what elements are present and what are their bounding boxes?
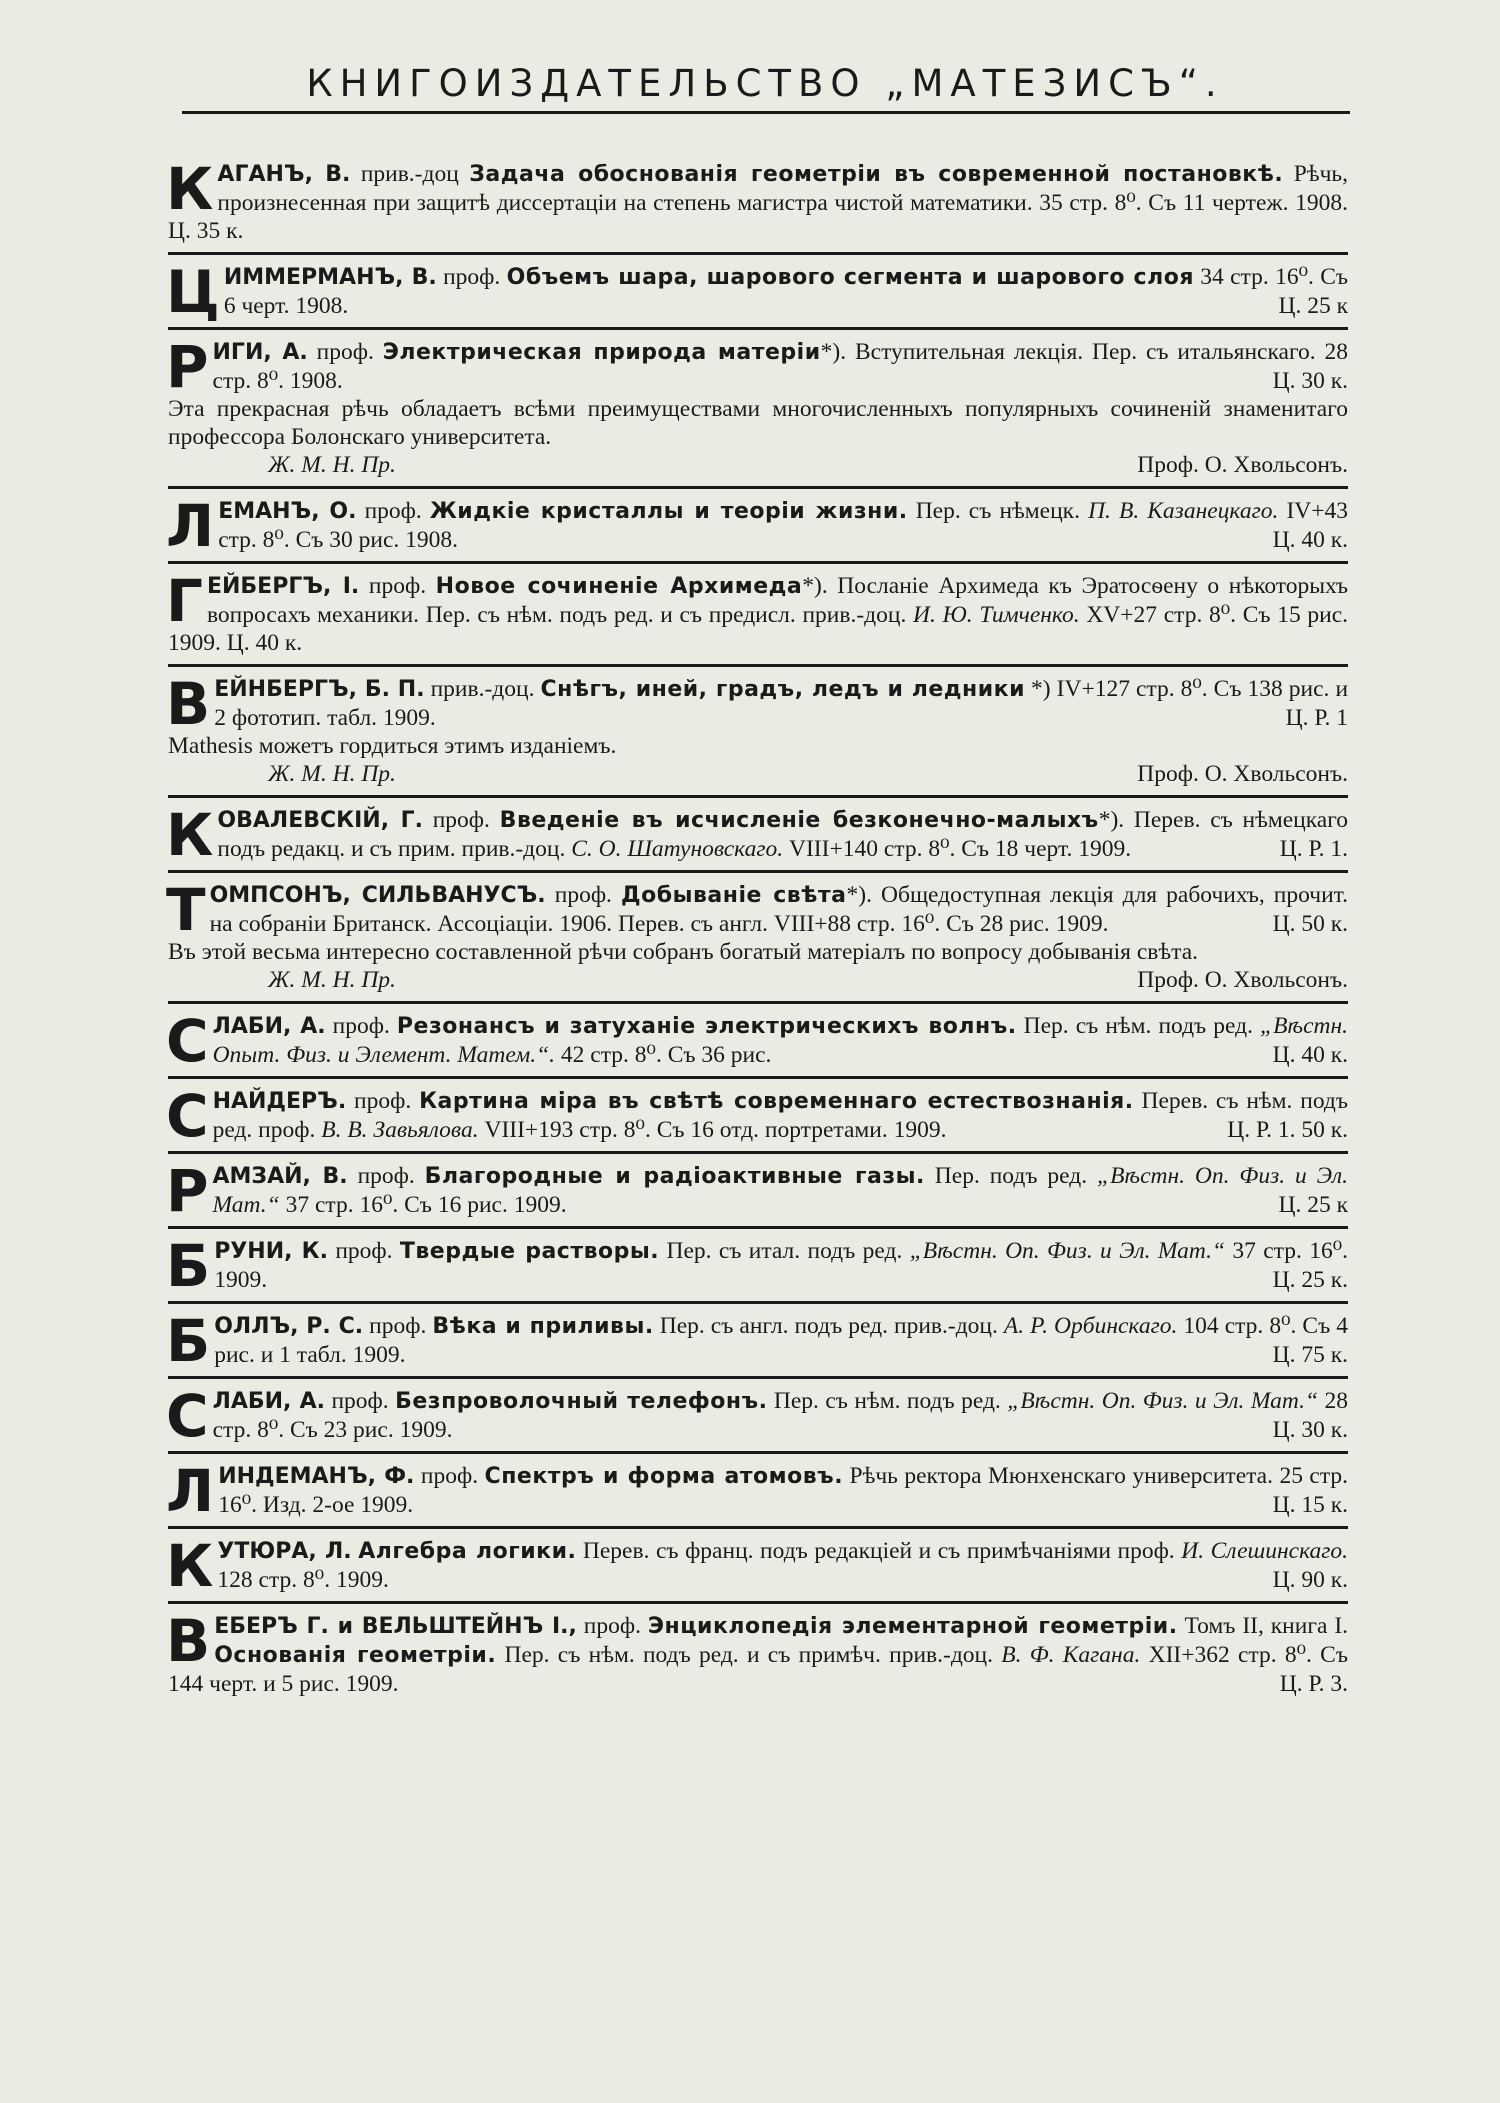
book-title: Благородные и радіоактивные газы. [424, 1164, 925, 1189]
translator: „Вѣстн. Оп. Физ. и Эл. Мат.“ [212, 1163, 1349, 1218]
catalog-entry [168, 152, 1348, 255]
review-author: Проф. О. Хвольсонъ. [1137, 452, 1348, 478]
drop-cap: В [166, 1607, 211, 1675]
drop-cap: Т [166, 876, 206, 944]
catalog-entry [168, 330, 1348, 489]
book-details: VIII+140 стр. 8⁰. Съ 18 черт. 1909. [789, 836, 1132, 862]
book-title: Спектръ и форма атомовъ. [484, 1464, 844, 1489]
book-details: 28 стр. 8⁰. Съ 23 рис. 1909. [212, 1388, 1348, 1443]
drop-cap: Л [166, 492, 215, 560]
book-description: *) IV+127 стр. 8⁰. Съ 138 рис. и 2 фототип. табл. 1909. [214, 676, 1349, 731]
author-role: проф. [316, 339, 374, 365]
price: Ц. 40 к. [226, 630, 303, 656]
author-role: проф. [354, 1088, 412, 1114]
book-title: Вѣка и приливы. [432, 1314, 654, 1339]
book-description: Перев. съ нѣм. подъ ред. проф. [212, 1088, 1349, 1143]
translator: А. Р. Орбинскаго. [1003, 1313, 1178, 1339]
author: ЛАБИ, А. [212, 1014, 326, 1039]
price: Ц. 30 к. [1272, 1417, 1348, 1443]
translator: „Вѣстн. Оп. Физ. и Эл. Мат.“ [1007, 1388, 1319, 1414]
translator: „Вѣстн. Опыт. Физ. и Элемент. Матем.“. [212, 1013, 1349, 1068]
author: НАЙДЕРЪ. [212, 1089, 347, 1114]
review-author: Проф. О. Хвольсонъ. [1137, 967, 1348, 993]
author: ИНДЕМАНЪ, Ф. [218, 1464, 415, 1489]
catalog-entry [168, 255, 1348, 330]
catalog-entry [168, 1379, 1348, 1454]
drop-cap: Р [166, 333, 209, 401]
book-description: Пер. съ нѣмецк. [915, 498, 1080, 524]
catalog-list [168, 152, 1348, 1705]
book-title: Новое сочиненіе Архимеда [435, 574, 803, 599]
price: Ц. Р. 1 [1285, 705, 1348, 731]
author: ИГИ, А. [212, 340, 308, 365]
author-role: проф. [432, 807, 490, 833]
price: Ц. 25 к [1278, 293, 1348, 319]
author: ИММЕРМАНЪ, В. [223, 265, 437, 290]
catalog-entry [168, 1154, 1348, 1229]
author-role: проф. [554, 882, 612, 908]
drop-cap: С [166, 1082, 209, 1150]
catalog-entry [168, 667, 1348, 798]
drop-cap: С [166, 1382, 209, 1450]
book-details: 37 стр. 16⁰. 1909. [214, 1238, 1349, 1293]
price: Ц. 50 к. [1272, 911, 1348, 937]
catalog-entry [168, 1229, 1348, 1304]
book-details: 128 стр. 8⁰. 1909. [217, 1567, 389, 1593]
book-title: Резонансъ и затуханіе электрическихъ волнъ. [396, 1014, 1017, 1039]
drop-cap: К [166, 1532, 214, 1600]
book-title: Добываніе свѣта [621, 883, 847, 908]
author: РУНИ, К. [214, 1239, 328, 1264]
drop-cap: Б [166, 1307, 211, 1375]
book-title: Картина міра въ свѣтѣ современнаго естествознанія. [419, 1089, 1134, 1114]
catalog-entry [168, 564, 1348, 667]
price: Ц. 25 к. [1272, 1267, 1348, 1293]
price: Ц. Р. 1. 50 к. [1227, 1117, 1348, 1143]
review-author: Проф. О. Хвольсонъ. [1137, 761, 1348, 787]
review-text: Въ этой весьма интересно составленной рѣчи собранъ богатый матеріалъ по вопросу добыванія свѣта. [168, 939, 1198, 965]
book-description: *). Общедоступная лекція для рабочихъ, прочит. на собраніи Британск. Ассоціаціи. 1906. Перев. съ англ. VIII+88 стр. 16⁰. Съ 28 рис. 1909. [209, 882, 1349, 937]
price: Ц. 90 к. [1272, 1567, 1348, 1593]
author-role: проф. [331, 1388, 389, 1414]
translator: „Вѣстн. Оп. Физ. и Эл. Мат.“ [909, 1238, 1226, 1264]
book-title: Твердые растворы. [399, 1239, 660, 1264]
author-role: проф. [368, 573, 427, 599]
review-source: Ж. М. Н. Пр. [268, 761, 396, 787]
drop-cap: Р [166, 1157, 209, 1225]
price: Ц. 40 к. [1272, 527, 1348, 553]
volume-title: Основанія геометріи. [214, 1643, 497, 1668]
page-header: КНИГОИЗДАТЕЛЬСТВО „МАТЕЗИСЪ“. [306, 62, 1224, 105]
book-title: Электрическая природа матеріи [382, 340, 821, 365]
book-description: 34 стр. 16⁰. Съ 6 черт. 1908. [223, 264, 1349, 319]
book-description: *). Перев. съ нѣмецкаго подъ редакц. и съ прим. прив.-доц. [217, 807, 1349, 862]
drop-cap: Г [166, 567, 203, 635]
author: ЕМАНЪ, О. [218, 499, 357, 524]
book-details: XII+362 стр. 8⁰. Съ 144 черт. и 5 рис. 1909. [168, 1642, 1349, 1697]
catalog-entry [168, 1529, 1348, 1604]
book-title: Безпроволочный телефонъ. [395, 1389, 768, 1414]
drop-cap: Л [166, 1457, 215, 1525]
book-title: Объемъ шара, шарового сегмента и шарового слоя [506, 265, 1194, 290]
translator: В. В. Завьялова. [321, 1117, 479, 1143]
price: Ц. 25 к [1278, 1192, 1348, 1218]
drop-cap: В [166, 670, 211, 738]
book-description: Рѣчь, произнесенная при защитѣ диссертаціи на степень магистра чистой математики. 35 стр. 8⁰. Съ 11 чертеж. 1908. [217, 161, 1349, 216]
author-role: прив.-доц. [430, 676, 535, 702]
book-description: Пер. съ нѣм. подъ ред. [773, 1388, 1001, 1414]
price: Ц. 75 к. [1272, 1342, 1348, 1368]
book-title: Энциклопедія элементарной геометріи. [647, 1614, 1178, 1639]
catalog-entry [168, 1304, 1348, 1379]
book-details: 37 стр. 16⁰. Съ 16 рис. 1909. [285, 1192, 567, 1218]
catalog-entry [168, 798, 1348, 873]
author: УТЮРА, Л. [217, 1539, 352, 1564]
catalog-entry [168, 1454, 1348, 1529]
author: ЕБЕРЪ Г. и ВЕЛЬШТЕЙНЪ І., [214, 1614, 577, 1639]
book-title: Снѣгъ, иней, градъ, ледъ и ледники [540, 677, 1026, 702]
book-title: Задача обоснованія геометріи въ современной постановкѣ. [469, 162, 1284, 187]
book-description: *). Посланіе Архимеда къ Эратосѳену о нѣкоторыхъ вопросахъ механики. Пер. съ нѣм. подъ ред. и съ предисл. прив.-доц. [206, 573, 1349, 628]
drop-cap: С [166, 1007, 209, 1075]
author-role: проф. [369, 1313, 427, 1339]
price: Ц. 30 к. [1272, 368, 1348, 394]
book-title: Жидкіе кристаллы и теоріи жизни. [429, 499, 908, 524]
price: Ц. 15 к. [1272, 1492, 1348, 1518]
author-role: проф. [420, 1463, 479, 1489]
catalog-entry [168, 873, 1348, 1004]
book-description: *). Вступительная лекція. Пер. съ итальянскаго. 28 стр. 8⁰. 1908. [212, 339, 1349, 394]
author-role: проф. [364, 498, 422, 524]
author: ЕЙНБЕРГЪ, Б. П. [214, 677, 425, 702]
author: ЕЙБЕРГЪ, І. [206, 574, 360, 599]
author: ОВАЛЕВСКІЙ, Г. [217, 808, 423, 833]
catalog-entry [168, 1079, 1348, 1154]
price: Ц. 40 к. [1272, 1042, 1348, 1068]
catalog-entry [168, 1004, 1348, 1079]
catalog-entry [168, 489, 1348, 564]
review-text: Эта прекрасная рѣчь обладаетъ всѣми преимуществами многочисленныхъ популярныхъ сочиненій знаменитаго профессора Болонскаго университета. [168, 396, 1348, 450]
author: АГАНЪ, В. [217, 162, 351, 187]
drop-cap: К [166, 801, 214, 869]
author: ЛАБИ, А. [212, 1389, 326, 1414]
book-description: Пер. съ итал. подъ ред. [666, 1238, 903, 1264]
book-details: 42 стр. 8⁰. Съ 36 рис. [560, 1042, 772, 1068]
catalog-entry [168, 1604, 1348, 1705]
book-description: Пер. подъ ред. [934, 1163, 1088, 1189]
author-role: проф. [332, 1013, 390, 1039]
book-description: Пер. съ нѣм. подъ ред. [1023, 1013, 1253, 1039]
book-title: Алгебра логики. [358, 1539, 577, 1564]
drop-cap: Ц [166, 258, 220, 326]
translator: С. О. Шатуновскаго. [571, 836, 784, 862]
translator: И. Слешинскаго. [1181, 1538, 1349, 1564]
book-details: VIII+193 стр. 8⁰. Съ 16 отд. портретами. 1909. [484, 1117, 947, 1143]
price: Ц. Р. 1. [1279, 836, 1348, 862]
author: АМЗАЙ, В. [212, 1164, 348, 1189]
book-title: Введеніе въ исчисленіе безконечно-малыхъ [499, 808, 1099, 833]
review-source: Ж. М. Н. Пр. [268, 967, 396, 993]
author: ОЛЛЪ, Р. С. [214, 1314, 364, 1339]
book-description: Рѣчь ректора Мюнхенскаго университета. 25 стр. 16⁰. Изд. 2-ое 1909. [218, 1463, 1349, 1518]
book-description: Перев. съ франц. подъ редакціей и съ примѣчаніями проф. [582, 1538, 1175, 1564]
translator: В. Ф. Кагана. [1001, 1642, 1141, 1668]
drop-cap: Б [166, 1232, 211, 1300]
translator: П. В. Казанецкаго. [1088, 498, 1279, 524]
price: Ц. Р. 3. [1279, 1671, 1348, 1697]
volume-info: Томъ II, книга I. [1184, 1613, 1349, 1639]
author-role: прив.-доц [360, 161, 459, 187]
book-details: IV+43 стр. 8⁰. Съ 30 рис. 1908. [218, 498, 1348, 553]
book-description: Пер. съ нѣм. подъ ред. и съ примѣч. прив.-доц. [504, 1642, 993, 1668]
author: ОМПСОНЪ, СИЛЬВАНУСЪ. [209, 883, 546, 908]
translator: И. Ю. Тимченко. [913, 602, 1080, 628]
review-source: Ж. М. Н. Пр. [268, 452, 396, 478]
book-description: Пер. съ англ. подъ ред. прив.-доц. [659, 1313, 998, 1339]
header-rule [182, 111, 1350, 114]
review-text: Mathesis можетъ гордиться этимъ изданіемъ. [168, 733, 617, 759]
author-role: проф. [357, 1163, 415, 1189]
author-role: проф. [335, 1238, 393, 1264]
author-role: проф. [583, 1613, 641, 1639]
price: Ц. 35 к. [168, 218, 244, 244]
drop-cap: К [166, 155, 214, 223]
book-details: 104 стр. 8⁰. Съ 4 рис. и 1 табл. 1909. [214, 1313, 1349, 1368]
book-details: XV+27 стр. 8⁰. Съ 15 рис. 1909. [168, 602, 1349, 656]
author-role: проф. [443, 264, 501, 290]
